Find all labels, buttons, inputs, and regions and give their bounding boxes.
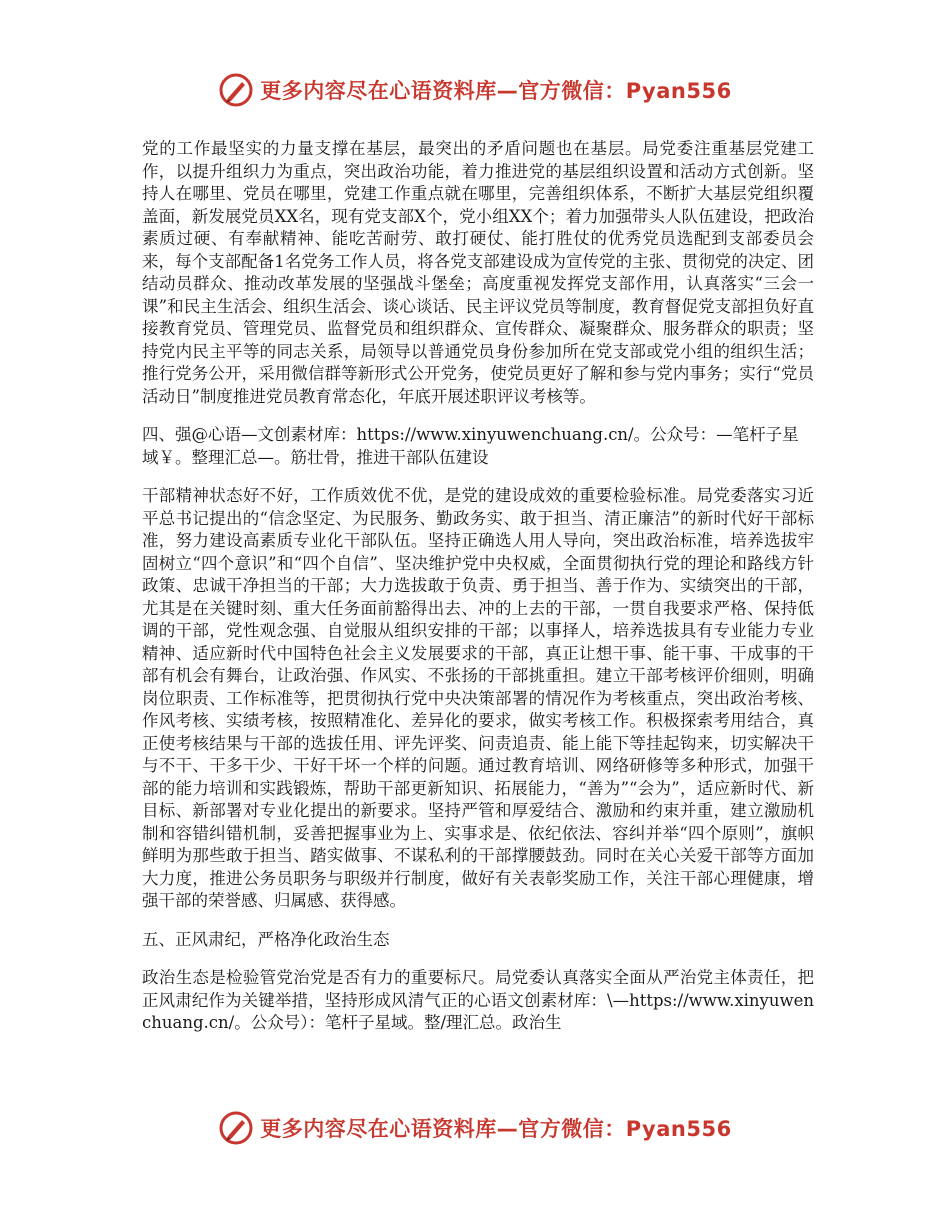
section-heading-5: 五、正风肃纪，严格净化政治生态 [142,929,390,949]
header-watermark-banner [0,68,950,112]
document-body [142,138,814,1051]
paragraph-political-ecology: 政治生态是检验管党治党是否有力的重要标尺。局党委认真落实全面从严治党主体责任，把正风肃纪作为关键举措，坚持形成风清气正的心语文创素材库：\—https://www.xinyuwenchuang.cn/。公众号）：笔杆子星域。整/理汇总。政治生 [142,968,814,1032]
footer-watermark-banner [0,1106,950,1150]
pen-logo-icon [218,1110,254,1146]
paragraph-cadres: 干部精神状态好不好，工作质效优不优，是党的建设成效的重要检验标准。局党委落实习近平总书记提出的“信念坚定、为民服务、勤政务实、敢于担当、清正廉洁”的新时代好干部标准，努力建设高素质专业化干部队伍。坚持正确选人用人导向，突出政治标准，培养选拔牢固树立“四个意识”和“四个自信”、坚决维护党中央权威，全面贯彻执行党的理论和路线方针政策、忠诚干净担当的干部；大力选拔敢于负责、勇于担当、善于作为、实绩突出的干部，尤其是在关键时刻、重大任务面前豁得出去、冲的上去的干部，一贯自我要求严格、保持低调的干部，党性观念强、自觉服从组织安排的干部；以事择人，培养选拔具有专业能力专业精神、适应新时代中国特色社会主义发展要求的干部，真正让想干事、能干事、干成事的干部有机会有舞台，让政治强、作风实、不张扬的干部挑重担。建立干部考核评价细则，明确岗位职责、工作标准等，把贯彻执行党中央决策部署的情况作为考核重点，突出政治考核、作风考核、实绩考核，按照精准化、差异化的要求，做实考核工作。积极探索考用结合，真正使考核结果与干部的选拔任用、评先评奖、问责追责、能上能下等挂起钩来，切实解决干与不干、干多干少、干好干坏一个样的问题。通过教育培训、网络研修等多种形式，加强干部的能力培训和实践锻炼，帮助干部更新知识、拓展能力，“善为”“会为”，适应新时代、新目标、新部署对专业化提出的新要求。坚持严管和厚爱结合、激励和约束并重，建立激励机制和容错纠错机制，妥善把握事业为上、实事求是、依纪依法、容纠并举“四个原则”，旗帜鲜明为那些敢于担当、踏实做事、不谋私利的干部撑腰鼓劲。同时在关心关爱干部等方面加大力度，推进公务员职务与职级并行制度，做好有关表彰奖励工作，关注干部心理健康，增强干部的荣誉感、归属感、获得感。 [142,486,814,910]
section-heading-4: 四、强@心语—文创素材库：https://www.xinyuwenchuang.cn/。公众号：—笔杆子星域￥。整理汇总—。筋壮骨，推进干部队伍建设 [142,425,799,467]
pen-logo-icon [218,72,254,108]
paragraph-grassroots: 党的工作最坚实的力量支撑在基层，最突出的矛盾问题也在基层。局党委注重基层党建工作，以提升组织力为重点，突出政治功能，着力推进党的基层组织设置和活动方式创新。坚持人在哪里、党员在哪里，党建工作重点就在哪里，完善组织体系，不断扩大基层党组织覆盖面，新发展党员XX名，现有党支部X个，党小组XX个；着力加强带头人队伍建设，把政治素质过硬、有奉献精神、能吃苦耐劳、敢打硬仗、能打胜仗的优秀党员选配到支部委员会来，每个支部配备1名党务工作人员，将各党支部建设成为宣传党的主张、贯彻党的决定、团结动员群众、推动改革发展的坚强战斗堡垒；高度重视发挥党支部作用，认真落实“三会一课”和民主生活会、组织生活会、谈心谈话、民主评议党员等制度，教育督促党支部担负好直接教育党员、管理党员、监督党员和组织群众、宣传群众、凝聚群众、服务群众的职责；坚持党内民主平等的同志关系，局领导以普通党员身份参加所在党支部或党小组的组织生活；推行党务公开，采用微信群等新形式公开党务，使党员更好了解和参与党内事务；实行“党员活动日”制度推进党员教育常态化，年底开展述职评议考核等。 [142,139,814,406]
banner-text: 更多内容尽在心语资料库—官方微信：Pyan556 [260,1117,732,1141]
banner-text: 更多内容尽在心语资料库—官方微信：Pyan556 [260,79,732,103]
